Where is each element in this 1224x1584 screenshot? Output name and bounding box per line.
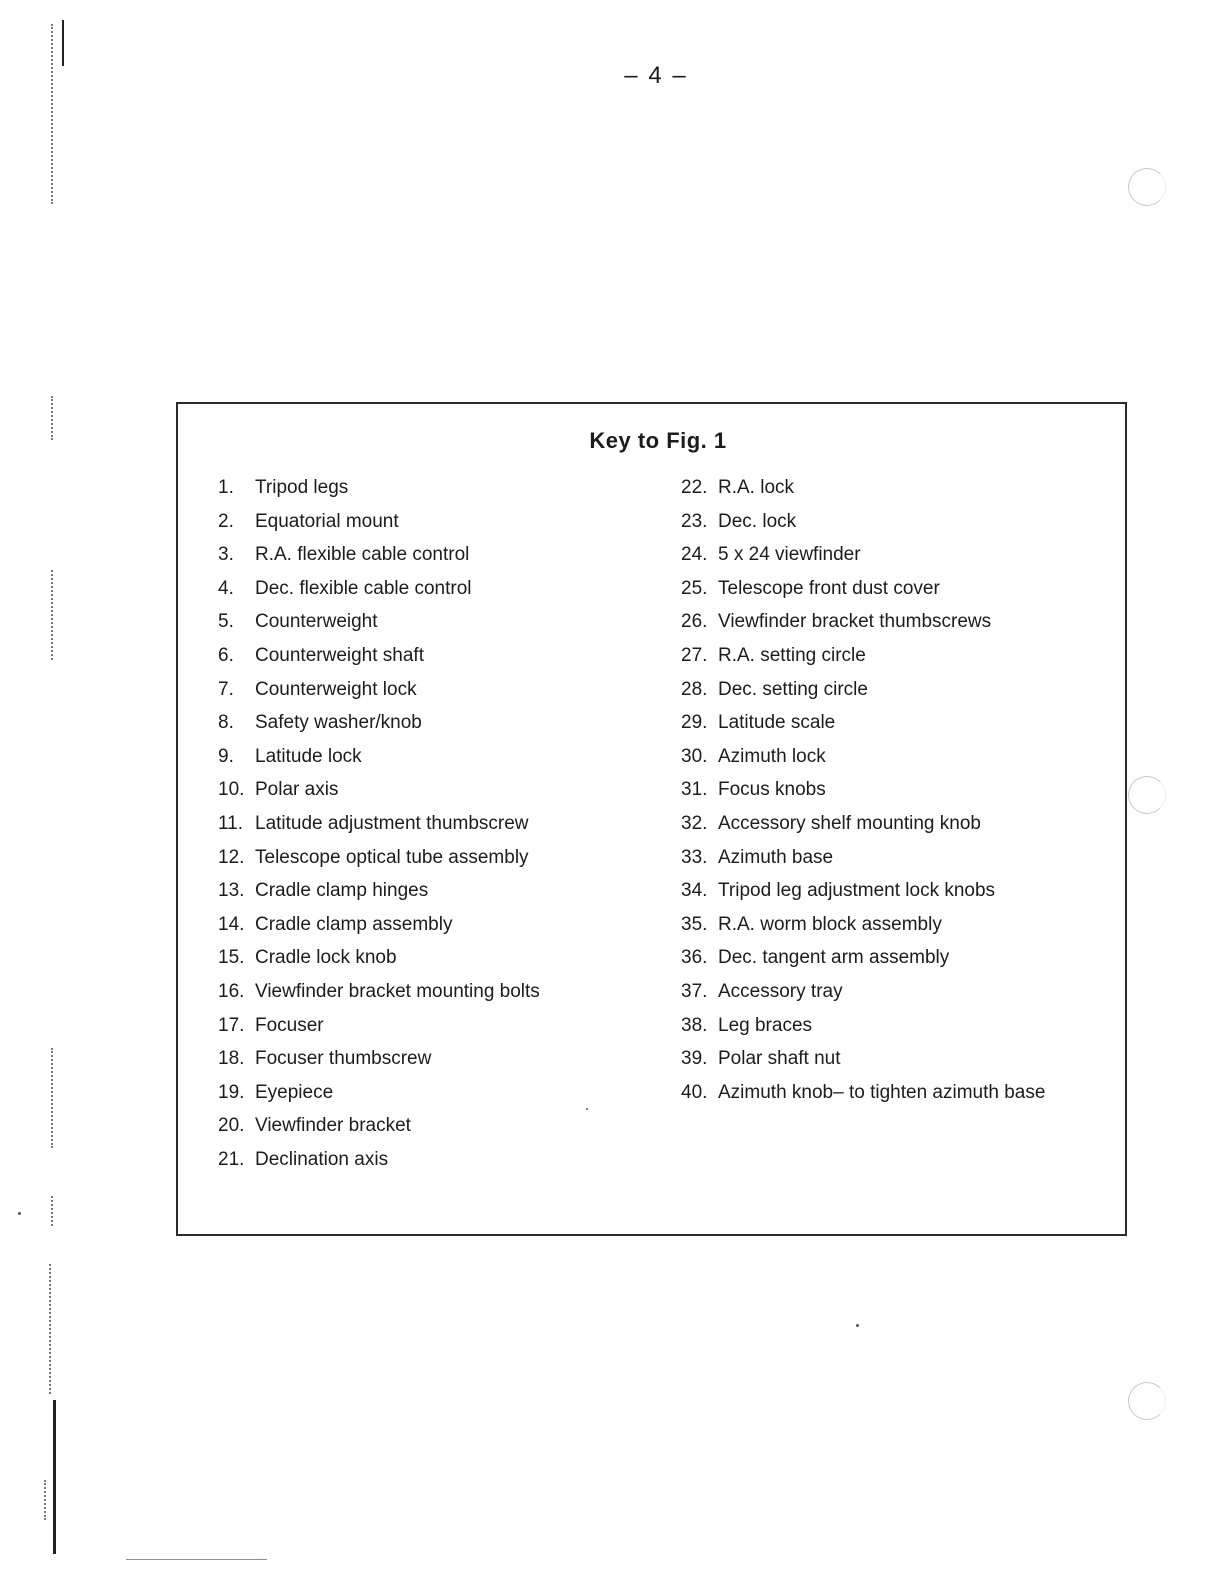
item-number: 30. (681, 745, 708, 767)
key-item (681, 743, 1045, 777)
key-item (218, 642, 540, 676)
page-number: – 4 – (624, 62, 688, 89)
binding-dots (51, 24, 55, 204)
key-item (218, 508, 540, 542)
item-label: Dec. lock (718, 510, 797, 532)
item-number: 28. (681, 678, 708, 700)
item-label: Tripod leg adjustment lock knobs (718, 880, 996, 902)
item-label: Viewfinder bracket thumbscrews (718, 611, 992, 633)
key-item (218, 844, 540, 878)
key-item (681, 709, 1045, 743)
key-item (218, 1112, 540, 1146)
key-item (218, 776, 540, 810)
key-item (681, 810, 1045, 844)
item-number: 10. (218, 779, 245, 801)
key-item (218, 575, 540, 609)
item-number: 32. (681, 812, 708, 834)
figure-key-box (176, 402, 1127, 1236)
item-label: R.A. worm block assembly (718, 913, 942, 935)
item-label: Focuser thumbscrew (255, 1048, 432, 1070)
key-item (681, 508, 1045, 542)
item-label: Dec. setting circle (718, 678, 868, 700)
binding-edge-line (53, 1400, 56, 1554)
key-item (218, 676, 540, 710)
key-item (681, 608, 1045, 642)
item-number: 9. (218, 745, 234, 767)
item-label: Azimuth lock (718, 745, 826, 767)
item-label: 5 x 24 viewfinder (718, 544, 861, 566)
key-item (681, 911, 1045, 945)
key-item (681, 676, 1045, 710)
item-number: 39. (681, 1048, 708, 1070)
punch-hole-icon (1128, 168, 1166, 206)
binding-dots (51, 396, 55, 440)
key-item (681, 944, 1045, 978)
item-number: 16. (218, 980, 245, 1002)
key-item (218, 978, 540, 1012)
item-label: Cradle clamp assembly (255, 913, 453, 935)
key-item (218, 944, 540, 978)
key-item (218, 1045, 540, 1079)
key-item (681, 877, 1045, 911)
item-number: 2. (218, 510, 234, 532)
item-number: 34. (681, 880, 708, 902)
scan-speck (18, 1212, 21, 1215)
item-label: R.A. lock (718, 477, 795, 498)
item-number: 22. (681, 477, 708, 498)
item-label: Azimuth base (718, 846, 834, 868)
item-label: Latitude lock (255, 745, 362, 767)
item-label: Counterweight (255, 611, 378, 633)
item-label: Declination axis (255, 1148, 389, 1170)
item-label: R.A. flexible cable control (255, 544, 470, 566)
item-number: 8. (218, 712, 234, 734)
item-number: 33. (681, 846, 708, 868)
key-item (681, 844, 1045, 878)
item-label: Tripod legs (255, 477, 349, 498)
key-item (681, 1045, 1045, 1079)
item-number: 11. (218, 812, 244, 834)
binding-dots (49, 1264, 53, 1394)
item-number: 24. (681, 544, 708, 566)
key-title: Key to Fig. 1 (589, 428, 727, 453)
item-number: 3. (218, 544, 234, 566)
item-label: Polar shaft nut (718, 1048, 841, 1070)
item-number: 21. (218, 1148, 245, 1170)
item-label: Leg braces (718, 1014, 813, 1036)
bottom-edge-line (126, 1559, 267, 1560)
item-label: Polar axis (255, 779, 339, 801)
item-number: 17. (218, 1014, 245, 1036)
binding-dots (51, 1196, 55, 1226)
key-item (681, 1012, 1045, 1046)
item-label: Viewfinder bracket mounting bolts (255, 980, 540, 1002)
item-number: 31. (681, 779, 708, 801)
item-number: 37. (681, 980, 708, 1002)
key-item (218, 810, 540, 844)
item-number: 27. (681, 644, 708, 666)
item-number: 14. (218, 913, 245, 935)
item-number: 40. (681, 1081, 708, 1103)
key-list-right (681, 474, 1045, 1112)
item-label: Latitude scale (718, 712, 836, 734)
binding-dots (51, 570, 55, 660)
item-number: 13. (218, 880, 245, 902)
key-item (218, 608, 540, 642)
item-number: 5. (218, 611, 234, 633)
item-label: Focuser (255, 1014, 324, 1036)
item-number: 15. (218, 947, 245, 969)
key-item (681, 642, 1045, 676)
item-number: 38. (681, 1014, 708, 1036)
item-number: 18. (218, 1048, 245, 1070)
key-item (681, 575, 1045, 609)
item-number: 35. (681, 913, 708, 935)
key-item (681, 776, 1045, 810)
item-label: Telescope optical tube assembly (255, 846, 529, 868)
item-number: 1. (218, 477, 234, 498)
scan-speck (856, 1324, 859, 1327)
item-label: Counterweight lock (255, 678, 417, 700)
item-number: 4. (218, 577, 234, 599)
item-label: R.A. setting circle (718, 644, 866, 666)
binding-dots (51, 1048, 55, 1148)
item-label: Azimuth knob– to tighten azimuth base (718, 1081, 1046, 1103)
key-item (681, 474, 1045, 508)
item-label: Telescope front dust cover (718, 577, 940, 599)
binding-edge-line (62, 20, 64, 66)
key-item (681, 541, 1045, 575)
item-number: 12. (218, 846, 245, 868)
key-item (218, 474, 540, 508)
key-item (218, 1079, 540, 1113)
item-number: 25. (681, 577, 708, 599)
item-label: Equatorial mount (255, 510, 399, 532)
item-number: 20. (218, 1115, 245, 1137)
key-item (681, 1079, 1045, 1113)
item-label: Cradle clamp hinges (255, 880, 429, 902)
item-number: 23. (681, 510, 708, 532)
item-label: Eyepiece (255, 1081, 334, 1103)
key-item (218, 541, 540, 575)
key-item (218, 743, 540, 777)
punch-hole-icon (1128, 1382, 1166, 1420)
item-label: Viewfinder bracket (255, 1115, 411, 1137)
key-item (218, 1012, 540, 1046)
item-label: Counterweight shaft (255, 644, 424, 666)
key-item (218, 877, 540, 911)
item-number: 26. (681, 611, 708, 633)
item-label: Focus knobs (718, 779, 826, 801)
item-label: Latitude adjustment thumbscrew (255, 812, 529, 834)
key-item (681, 978, 1045, 1012)
item-label: Safety washer/knob (255, 712, 422, 734)
key-item (218, 911, 540, 945)
item-number: 6. (218, 644, 234, 666)
key-list-left (218, 474, 540, 1179)
item-number: 36. (681, 947, 708, 969)
item-number: 19. (218, 1081, 245, 1103)
item-number: 7. (218, 678, 234, 700)
item-label: Cradle lock knob (255, 947, 397, 969)
item-label: Dec. flexible cable control (255, 577, 472, 599)
item-label: Accessory tray (718, 980, 843, 1002)
key-item (218, 1146, 540, 1180)
key-item (218, 709, 540, 743)
item-label: Accessory shelf mounting knob (718, 812, 981, 834)
binding-dots (44, 1480, 48, 1520)
item-number: 29. (681, 712, 708, 734)
item-label: Dec. tangent arm assembly (718, 947, 950, 969)
punch-hole-icon (1128, 776, 1166, 814)
